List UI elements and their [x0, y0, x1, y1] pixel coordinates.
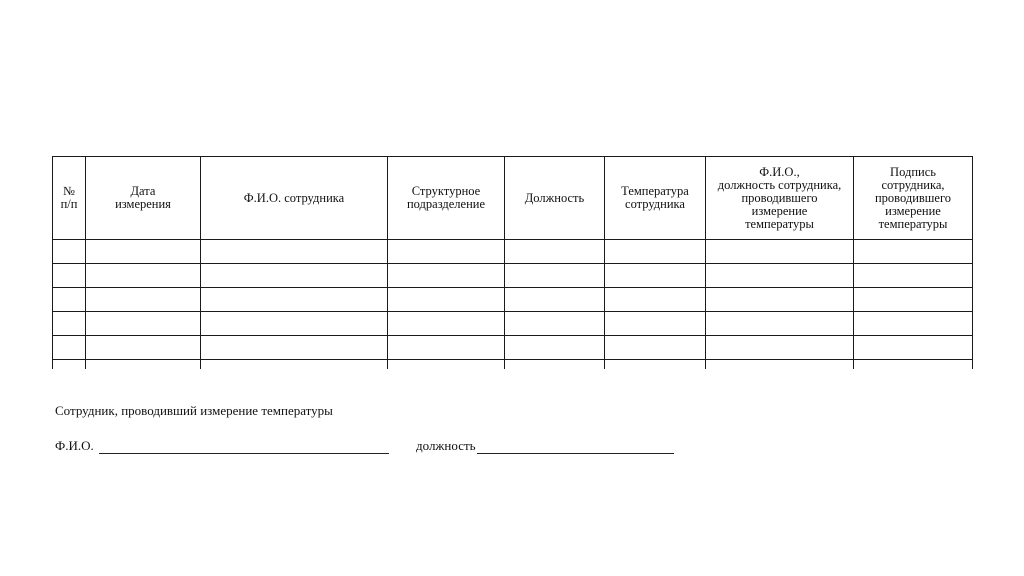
table-cell[interactable]	[86, 312, 201, 336]
table-cell[interactable]	[201, 336, 388, 360]
table-row	[53, 360, 973, 370]
table-cell[interactable]	[53, 312, 86, 336]
table-cell[interactable]	[388, 312, 505, 336]
header-signature: Подпись сотрудника, проводившего измерение температуры	[854, 157, 973, 240]
table-cell[interactable]	[388, 360, 505, 370]
table-cell[interactable]	[201, 288, 388, 312]
temperature-log-table	[52, 156, 973, 369]
table-cell[interactable]	[53, 240, 86, 264]
table-cell[interactable]	[854, 288, 973, 312]
table-cell[interactable]	[854, 336, 973, 360]
table-cell[interactable]	[53, 264, 86, 288]
table-cell[interactable]	[505, 312, 605, 336]
table-cell[interactable]	[605, 264, 706, 288]
position-signature-line	[416, 438, 674, 454]
header-temperature: Температура сотрудника	[605, 157, 706, 240]
table-body	[53, 240, 973, 370]
fio-blank-field[interactable]	[99, 439, 389, 454]
table-cell[interactable]	[53, 360, 86, 370]
table-cell[interactable]	[86, 288, 201, 312]
table-cell[interactable]	[201, 312, 388, 336]
table-cell[interactable]	[605, 336, 706, 360]
table-cell[interactable]	[388, 288, 505, 312]
table-row	[53, 288, 973, 312]
header-date: Дата измерения	[86, 157, 201, 240]
table-cell[interactable]	[86, 240, 201, 264]
header-number: № п/п	[53, 157, 86, 240]
table-cell[interactable]	[201, 264, 388, 288]
table-cell[interactable]	[706, 240, 854, 264]
table-header-row	[53, 157, 973, 240]
header-position: Должность	[505, 157, 605, 240]
table-row	[53, 240, 973, 264]
table-cell[interactable]	[605, 312, 706, 336]
fio-label: Ф.И.О.	[55, 438, 94, 453]
table-cell[interactable]	[86, 336, 201, 360]
table-cell[interactable]	[854, 264, 973, 288]
table-cell[interactable]	[201, 360, 388, 370]
table-cell[interactable]	[854, 360, 973, 370]
table-cell[interactable]	[388, 264, 505, 288]
table-cell[interactable]	[605, 288, 706, 312]
table-cell[interactable]	[706, 288, 854, 312]
table-cell[interactable]	[53, 336, 86, 360]
table-cell[interactable]	[505, 264, 605, 288]
header-department: Структурное подразделение	[388, 157, 505, 240]
position-label: должность	[416, 438, 476, 453]
table-cell[interactable]	[505, 240, 605, 264]
table-cell[interactable]	[854, 312, 973, 336]
table-cell[interactable]	[388, 336, 505, 360]
table-cell[interactable]	[201, 240, 388, 264]
table-row	[53, 264, 973, 288]
table-cell[interactable]	[706, 336, 854, 360]
table-cell[interactable]	[388, 240, 505, 264]
fio-signature-line	[55, 438, 389, 454]
position-blank-field[interactable]	[477, 439, 674, 454]
table-cell[interactable]	[505, 336, 605, 360]
table-cell[interactable]	[505, 360, 605, 370]
table-cell[interactable]	[505, 288, 605, 312]
table-row	[53, 312, 973, 336]
footer-note: Сотрудник, проводивший измерение температуры	[55, 403, 333, 418]
table-cell[interactable]	[706, 312, 854, 336]
table-cell[interactable]	[605, 240, 706, 264]
table-cell[interactable]	[706, 360, 854, 370]
table-cell[interactable]	[86, 264, 201, 288]
header-measurer: Ф.И.О., должность сотрудника, проводившего измерение температуры	[706, 157, 854, 240]
table-cell[interactable]	[854, 240, 973, 264]
table-cell[interactable]	[86, 360, 201, 370]
table-cell[interactable]	[605, 360, 706, 370]
table-cell[interactable]	[706, 264, 854, 288]
table-cell[interactable]	[53, 288, 86, 312]
table-row	[53, 336, 973, 360]
header-employee-name: Ф.И.О. сотрудника	[201, 157, 388, 240]
